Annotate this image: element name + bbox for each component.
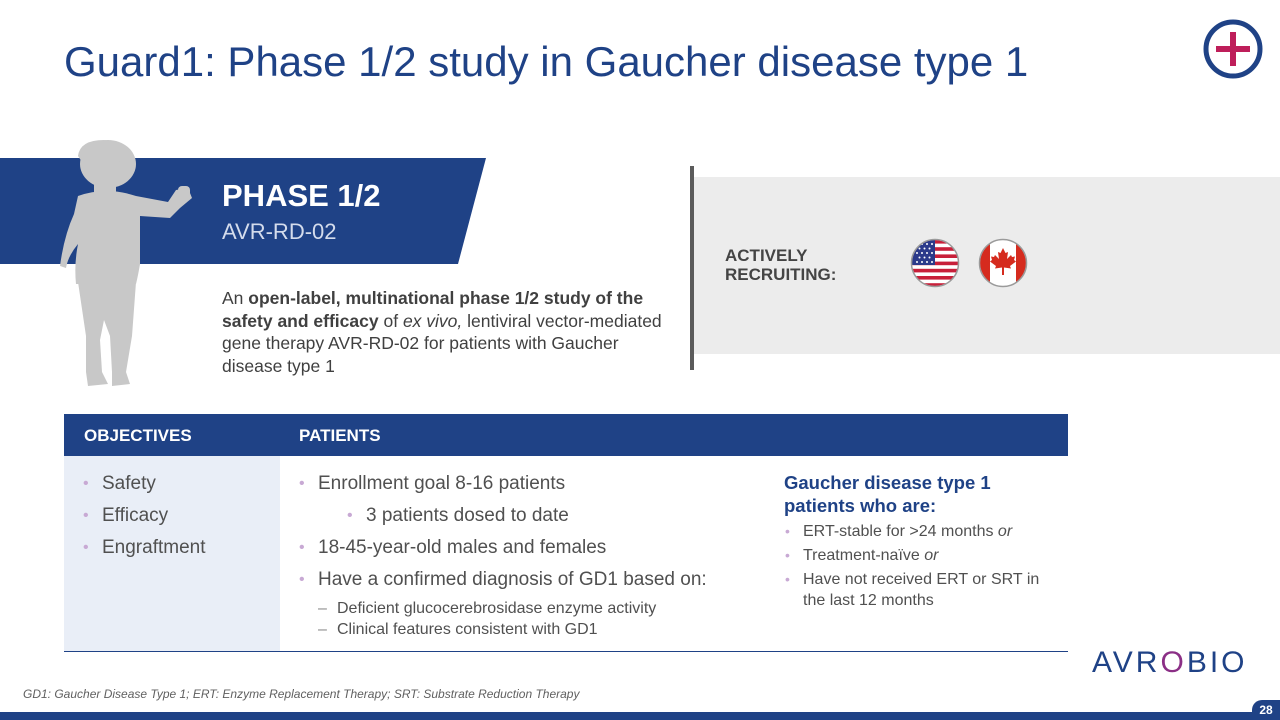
patient-subitem: • 3 patients dosed to date: [347, 504, 769, 536]
gd-item: [785, 545, 1055, 566]
table-header-bar: [64, 414, 1068, 456]
patient-item: • 18-45-year-old males and females: [299, 536, 769, 568]
description-text: of: [378, 310, 403, 331]
child-silhouette-icon: [60, 136, 210, 396]
slide-title: Guard1: Phase 1/2 study in Gaucher disease type 1: [64, 38, 1029, 85]
study-description: [222, 287, 662, 377]
us-flag-icon: [910, 238, 960, 288]
criteria-item: – Clinical features consistent with GD1: [318, 619, 656, 640]
gd-patients-list: [785, 521, 1055, 614]
criteria-item: – Deficient glucocerebrosidase enzyme activity: [318, 598, 656, 619]
patient-item: • Have a confirmed diagnosis of GD1 based on:: [299, 568, 769, 600]
phase-title: PHASE 1/2: [222, 178, 381, 213]
patients-header: PATIENTS: [299, 426, 381, 445]
description-text: lentiviral vector-mediated gene therapy AVR-RD-02 for patients with Gaucher disease type 1: [222, 310, 662, 376]
logo-text: O: [1160, 646, 1187, 679]
page-number: 28: [1252, 700, 1280, 720]
gd-patients-heading: Gaucher disease type 1 patients who are:: [784, 472, 991, 516]
gd-item-or: or: [997, 523, 1013, 540]
plus-circle-icon: [1202, 18, 1264, 80]
logo-text: AVR: [1092, 646, 1161, 679]
objective-item: • Efficacy: [83, 504, 206, 536]
gd-item-text: Treatment-naïve: [803, 547, 925, 564]
canada-flag-icon: [978, 238, 1028, 288]
table-bottom-rule: [64, 651, 1068, 652]
gd-item-text: ERT-stable for >24 months: [803, 523, 998, 540]
gd-item: • Have not received ERT or SRT in the last 12 months: [785, 569, 1055, 611]
description-bold: open-label, multinational phase 1/2 study of the safety and efficacy: [222, 288, 644, 331]
recruiting-label: ACTIVELY RECRUITING:: [725, 246, 837, 284]
objectives-list: [83, 472, 206, 568]
patients-list: [299, 472, 769, 600]
product-code: AVR-RD-02: [222, 219, 337, 244]
description-text: An: [222, 288, 249, 308]
logo-text: BIO: [1186, 646, 1248, 679]
footnote: GD1: Gaucher Disease Type 1; ERT: Enzyme Replacement Therapy; SRT: Substrate Reduction Therapy: [23, 687, 580, 701]
bottom-bar: [0, 712, 1280, 720]
objectives-header: OBJECTIVES: [84, 426, 192, 445]
objective-item: • Safety: [83, 472, 206, 504]
description-italic: ex vivo,: [402, 310, 463, 331]
objective-item: • Engraftment: [83, 536, 206, 568]
diagnosis-criteria-list: [318, 598, 656, 640]
gd-item-or: or: [924, 547, 939, 564]
avrobio-logo: [1092, 646, 1248, 680]
patient-item: • Enrollment goal 8-16 patients: [299, 472, 769, 504]
gd-item: [785, 521, 1055, 542]
